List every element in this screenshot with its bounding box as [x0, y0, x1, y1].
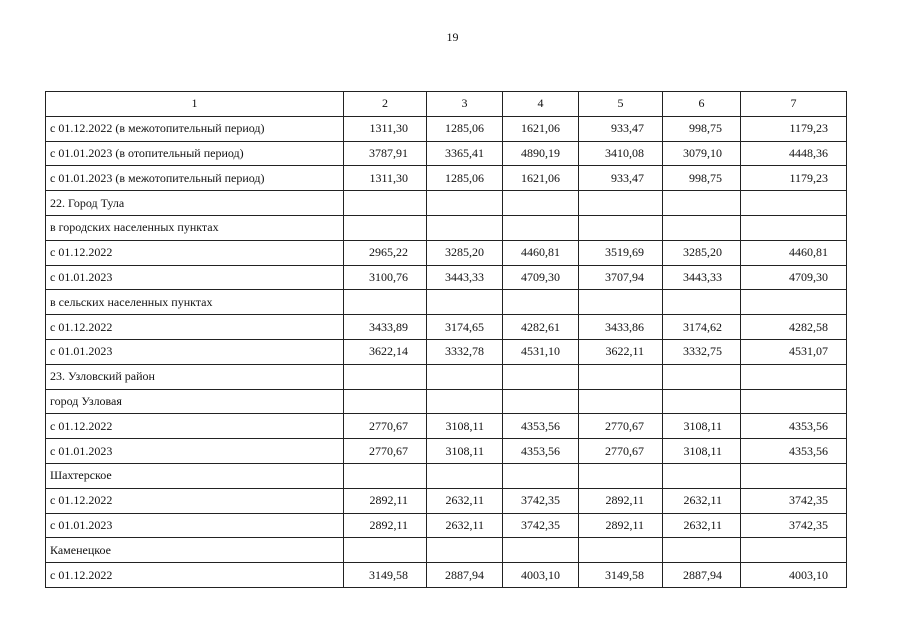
- value-cell: 4531,10: [503, 339, 579, 364]
- value-cell: [427, 463, 503, 488]
- value-cell: [427, 389, 503, 414]
- column-header: 7: [741, 92, 847, 117]
- value-cell: 3742,35: [741, 513, 847, 538]
- value-cell: 3443,33: [427, 265, 503, 290]
- value-cell: 933,47: [579, 116, 663, 141]
- row-label: с 01.01.2023 (в межотопительный период): [46, 166, 344, 191]
- value-cell: 2887,94: [427, 563, 503, 588]
- row-label: с 01.01.2023: [46, 265, 344, 290]
- table-row: [46, 364, 847, 389]
- value-cell: [579, 215, 663, 240]
- column-header: 4: [503, 92, 579, 117]
- value-cell: [503, 364, 579, 389]
- value-cell: 4353,56: [503, 439, 579, 464]
- value-cell: 4709,30: [741, 265, 847, 290]
- value-cell: 4531,07: [741, 339, 847, 364]
- value-cell: 1311,30: [344, 116, 427, 141]
- value-cell: 2770,67: [344, 414, 427, 439]
- value-cell: 3707,94: [579, 265, 663, 290]
- value-cell: 3433,86: [579, 315, 663, 340]
- value-cell: 4709,30: [503, 265, 579, 290]
- value-cell: [344, 215, 427, 240]
- value-cell: 2892,11: [579, 488, 663, 513]
- value-cell: 3100,76: [344, 265, 427, 290]
- value-cell: [741, 215, 847, 240]
- value-cell: 998,75: [663, 166, 741, 191]
- value-cell: [663, 191, 741, 216]
- value-cell: [427, 290, 503, 315]
- tariff-table: [45, 91, 847, 588]
- value-cell: 2965,22: [344, 240, 427, 265]
- value-cell: [503, 215, 579, 240]
- value-cell: 4003,10: [503, 563, 579, 588]
- column-header: 3: [427, 92, 503, 117]
- value-cell: 3108,11: [427, 439, 503, 464]
- value-cell: 4353,56: [741, 439, 847, 464]
- table-row: [46, 141, 847, 166]
- value-cell: 3108,11: [663, 414, 741, 439]
- value-cell: [503, 290, 579, 315]
- row-label: с 01.12.2022: [46, 563, 344, 588]
- table-row: [46, 538, 847, 563]
- page-number: 19: [446, 30, 459, 44]
- value-cell: [579, 364, 663, 389]
- value-cell: [427, 538, 503, 563]
- value-cell: 3332,78: [427, 339, 503, 364]
- value-cell: 998,75: [663, 116, 741, 141]
- row-label: с 01.12.2022: [46, 488, 344, 513]
- table-row: [46, 166, 847, 191]
- value-cell: 1179,23: [741, 166, 847, 191]
- value-cell: 1179,23: [741, 116, 847, 141]
- value-cell: 4282,58: [741, 315, 847, 340]
- row-label: город Узловая: [46, 389, 344, 414]
- row-label: в сельских населенных пунктах: [46, 290, 344, 315]
- table-row: [46, 339, 847, 364]
- value-cell: 2632,11: [663, 488, 741, 513]
- column-header: 5: [579, 92, 663, 117]
- value-cell: [663, 215, 741, 240]
- value-cell: [741, 538, 847, 563]
- value-cell: [741, 389, 847, 414]
- value-cell: 3410,08: [579, 141, 663, 166]
- value-cell: 2892,11: [344, 513, 427, 538]
- value-cell: [579, 389, 663, 414]
- value-cell: 4282,61: [503, 315, 579, 340]
- value-cell: 4460,81: [503, 240, 579, 265]
- row-label: 22. Город Тула: [46, 191, 344, 216]
- value-cell: [344, 191, 427, 216]
- table-header-row: [46, 92, 847, 117]
- value-cell: 3149,58: [579, 563, 663, 588]
- table-row: [46, 463, 847, 488]
- value-cell: 3174,62: [663, 315, 741, 340]
- row-label: с 01.01.2023: [46, 339, 344, 364]
- row-label: 23. Узловский район: [46, 364, 344, 389]
- value-cell: 2632,11: [663, 513, 741, 538]
- value-cell: 3079,10: [663, 141, 741, 166]
- row-label: с 01.12.2022 (в межотопительный период): [46, 116, 344, 141]
- value-cell: [503, 389, 579, 414]
- value-cell: [579, 463, 663, 488]
- value-cell: 1285,06: [427, 116, 503, 141]
- value-cell: 3174,65: [427, 315, 503, 340]
- value-cell: [427, 215, 503, 240]
- table-row: [46, 240, 847, 265]
- value-cell: 3285,20: [427, 240, 503, 265]
- value-cell: 2632,11: [427, 513, 503, 538]
- table-row: [46, 191, 847, 216]
- value-cell: [427, 364, 503, 389]
- value-cell: 3332,75: [663, 339, 741, 364]
- value-cell: 933,47: [579, 166, 663, 191]
- value-cell: 3433,89: [344, 315, 427, 340]
- value-cell: 2770,67: [579, 414, 663, 439]
- value-cell: [344, 389, 427, 414]
- table-row: [46, 389, 847, 414]
- value-cell: 3787,91: [344, 141, 427, 166]
- value-cell: 2892,11: [579, 513, 663, 538]
- value-cell: [344, 463, 427, 488]
- value-cell: 3108,11: [663, 439, 741, 464]
- value-cell: [663, 463, 741, 488]
- value-cell: 2632,11: [427, 488, 503, 513]
- value-cell: [741, 191, 847, 216]
- value-cell: 2887,94: [663, 563, 741, 588]
- value-cell: 3622,14: [344, 339, 427, 364]
- table-row: [46, 414, 847, 439]
- value-cell: [427, 191, 503, 216]
- value-cell: 3285,20: [663, 240, 741, 265]
- tariff-table-body: [46, 92, 847, 588]
- value-cell: [344, 538, 427, 563]
- value-cell: 3622,11: [579, 339, 663, 364]
- table-row: [46, 315, 847, 340]
- value-cell: 4353,56: [741, 414, 847, 439]
- value-cell: 4460,81: [741, 240, 847, 265]
- value-cell: [741, 290, 847, 315]
- value-cell: 3742,35: [741, 488, 847, 513]
- row-label: в городских населенных пунктах: [46, 215, 344, 240]
- table-row: [46, 488, 847, 513]
- value-cell: [663, 290, 741, 315]
- value-cell: 3519,69: [579, 240, 663, 265]
- column-header: 6: [663, 92, 741, 117]
- table-row: [46, 563, 847, 588]
- value-cell: 1621,06: [503, 166, 579, 191]
- value-cell: [579, 538, 663, 563]
- value-cell: 4890,19: [503, 141, 579, 166]
- table-row: [46, 439, 847, 464]
- value-cell: 3742,35: [503, 488, 579, 513]
- value-cell: [344, 364, 427, 389]
- value-cell: 2770,67: [579, 439, 663, 464]
- value-cell: 4353,56: [503, 414, 579, 439]
- value-cell: 3108,11: [427, 414, 503, 439]
- value-cell: 1311,30: [344, 166, 427, 191]
- row-label: Каменецкое: [46, 538, 344, 563]
- value-cell: [344, 290, 427, 315]
- row-label: с 01.12.2022: [46, 240, 344, 265]
- value-cell: [503, 538, 579, 563]
- row-label: с 01.01.2023 (в отопительный период): [46, 141, 344, 166]
- row-label: с 01.12.2022: [46, 414, 344, 439]
- value-cell: [663, 364, 741, 389]
- value-cell: 2892,11: [344, 488, 427, 513]
- value-cell: [503, 463, 579, 488]
- column-header: 1: [46, 92, 344, 117]
- value-cell: [741, 364, 847, 389]
- table-row: [46, 513, 847, 538]
- table-row: [46, 265, 847, 290]
- value-cell: 3443,33: [663, 265, 741, 290]
- table-row: [46, 215, 847, 240]
- value-cell: 3742,35: [503, 513, 579, 538]
- table-row: [46, 116, 847, 141]
- value-cell: [741, 463, 847, 488]
- value-cell: 1285,06: [427, 166, 503, 191]
- value-cell: [579, 290, 663, 315]
- value-cell: 4448,36: [741, 141, 847, 166]
- value-cell: 2770,67: [344, 439, 427, 464]
- value-cell: 1621,06: [503, 116, 579, 141]
- value-cell: [663, 389, 741, 414]
- table-row: [46, 290, 847, 315]
- value-cell: 3365,41: [427, 141, 503, 166]
- row-label: Шахтерское: [46, 463, 344, 488]
- value-cell: [503, 191, 579, 216]
- row-label: с 01.01.2023: [46, 513, 344, 538]
- value-cell: [663, 538, 741, 563]
- value-cell: 4003,10: [741, 563, 847, 588]
- row-label: с 01.01.2023: [46, 439, 344, 464]
- column-header: 2: [344, 92, 427, 117]
- value-cell: [579, 191, 663, 216]
- value-cell: 3149,58: [344, 563, 427, 588]
- row-label: с 01.12.2022: [46, 315, 344, 340]
